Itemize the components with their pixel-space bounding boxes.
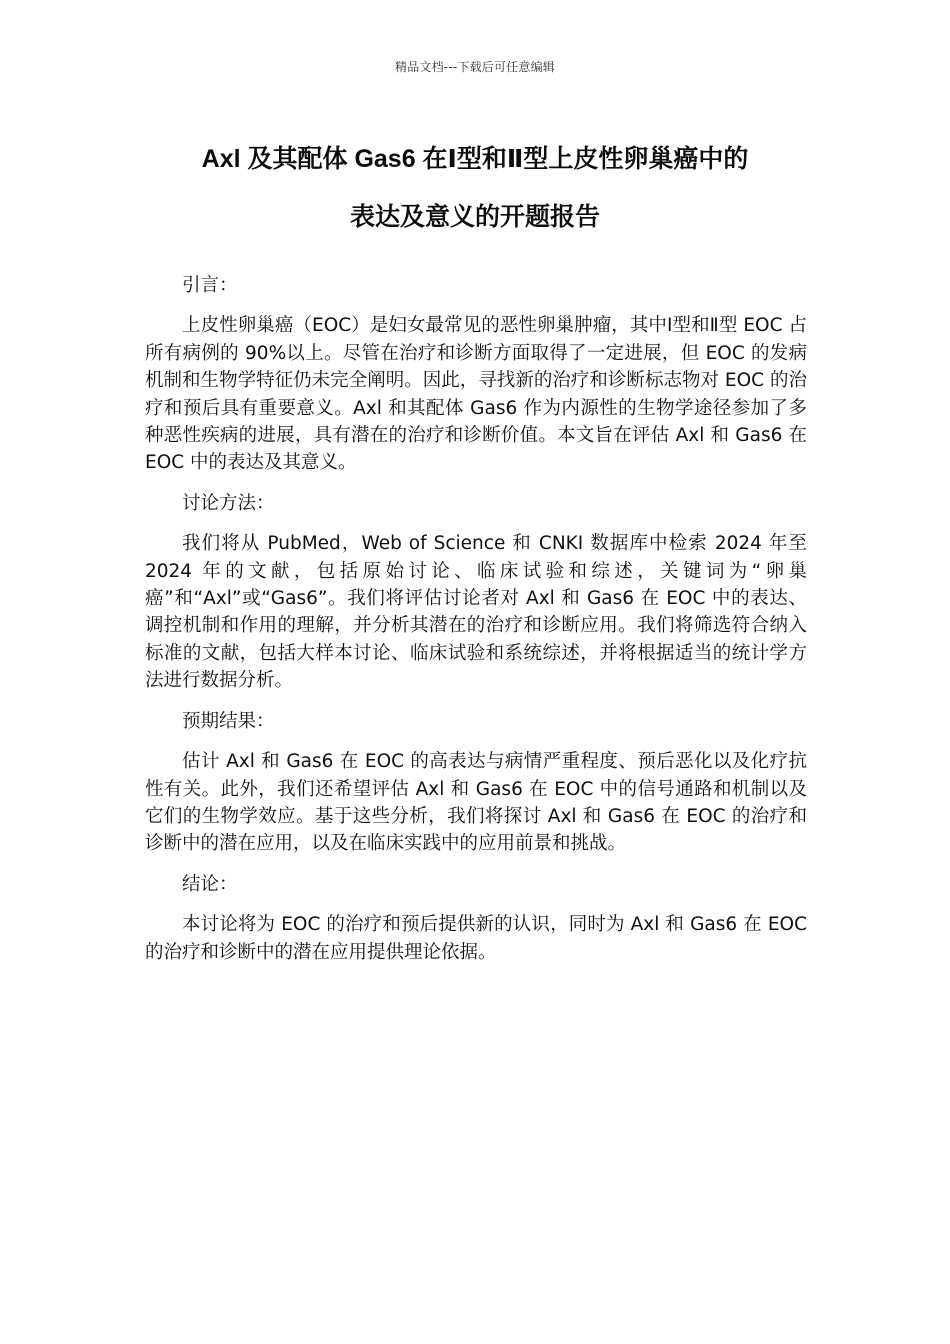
- title-line-1: Axl 及其配体 Gas6 在Ⅰ型和Ⅱ型上皮性卵巢癌中的: [201, 145, 749, 173]
- document-title: [120, 130, 830, 246]
- section-body-results: 估计 Axl 和 Gas6 在 EOC 的高表达与病情严重程度、预后恶化以及化疗抗性有关。此外，我们还希望评估 Axl 和 Gas6 在 EOC 中的信号通路和机制以及它们的生物学效应。基于这些分析，我们将探讨 Axl 和 Gas6 在 EOC 的治疗和诊断中的潜在应用，以及在临床实践中的应用前景和挑战。: [145, 751, 807, 855]
- section-body-methods: 我们将从 PubMed，Web of Science 和 CNKI 数据库中检索 2024 年至 2024 年的文献，包括原始讨论、临床试验和综述，关键词为“卵巢癌”和“Axl”或“Gas6”。我们将评估讨论者对 Axl 和 Gas6 在 EOC 中的表达、调控机制和作用的理解，并分析其潜在的治疗和诊断应用。我们将筛选符合纳入标准的文献，包括大样本讨论、临床试验和系统综述，并将根据适当的统计学方法进行数据分析。: [145, 533, 807, 692]
- document-body: [145, 270, 807, 979]
- section-heading-conclusion: 结论：: [182, 873, 238, 895]
- section-heading-methods: 讨论方法：: [182, 492, 275, 514]
- section-body-intro: 上皮性卵巢癌（EOC）是妇女最常见的恶性卵巢肿瘤，其中Ⅰ型和Ⅱ型 EOC 占所有病例的 90%以上。尽管在治疗和诊断方面取得了一定进展，但 EOC 的发病机制和生物学特征仍未完全阐明。因此，寻找新的治疗和诊断标志物对 EOC 的治疗和预后具有重要意义。Axl 和其配体 Gas6 作为内源性的生物学途径参加了多种恶性疾病的进展，具有潜在的治疗和诊断价值。本文旨在评估 Axl 和 Gas6 在 EOC 中的表达及其意义。: [145, 315, 807, 474]
- title-line-2: 表达及意义的开题报告: [349, 203, 600, 231]
- section-heading-results: 预期结果：: [182, 710, 275, 732]
- section-heading-intro: 引言：: [182, 275, 238, 296]
- page-header: 精品文档---下载后可任意编辑: [395, 60, 555, 74]
- section-body-conclusion: 本讨论将为 EOC 的治疗和预后提供新的认识，同时为 Axl 和 Gas6 在 EOC 的治疗和诊断中的潜在应用提供理论依据。: [145, 914, 807, 963]
